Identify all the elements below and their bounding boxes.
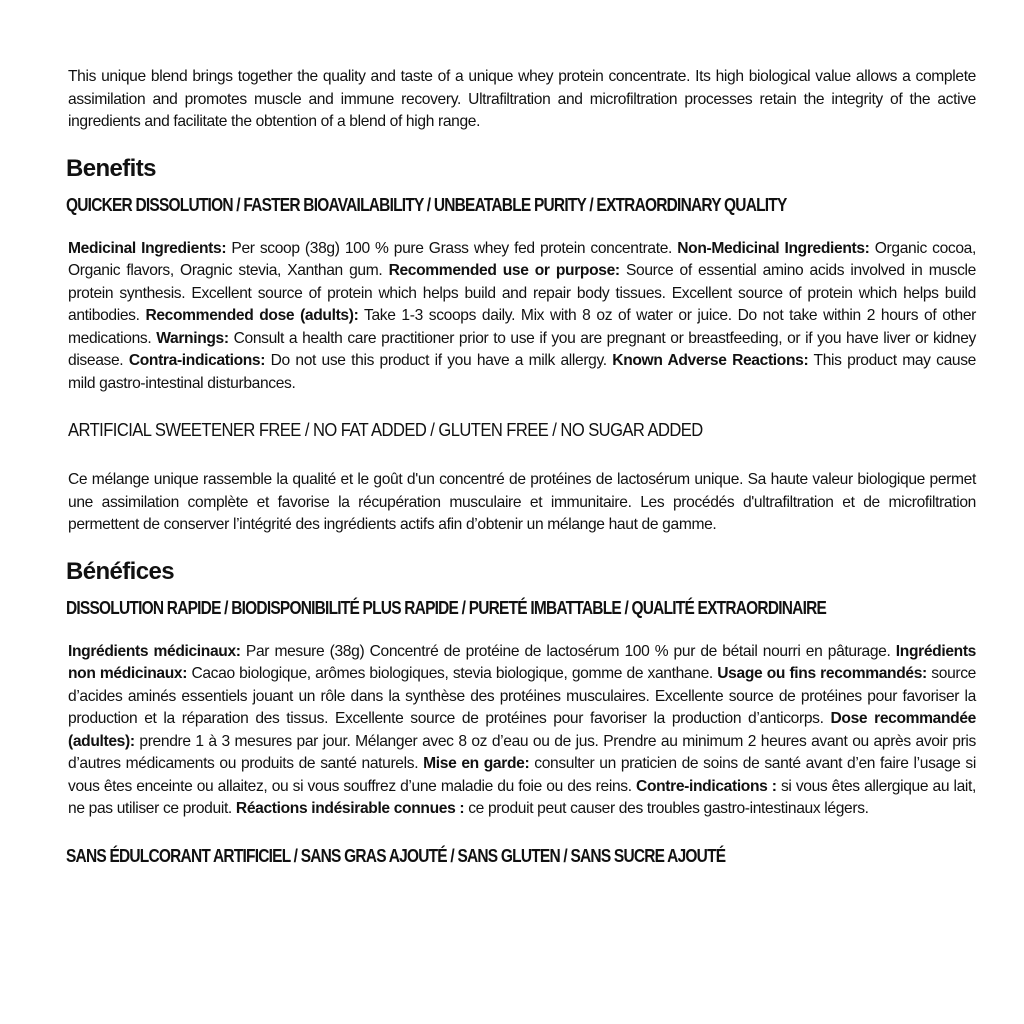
detail-text: Cacao biologique, arômes biologiques, stevia biologique, gomme de xanthane. bbox=[187, 665, 718, 682]
benefits-tagline-en: QUICKER DISSOLUTION / FASTER BIOAVAILABILITY / UNBEATABLE PURITY / EXTRAORDINARY QUALITY bbox=[66, 194, 787, 215]
detail-label: Medicinal Ingredients: bbox=[68, 239, 227, 257]
detail-label: Recommended use or purpose: bbox=[388, 262, 620, 279]
detail-text: prendre 1 à 3 mesures par jour. Mélanger avec 8 oz d’eau ou de jus. Prendre au minimum 2 heures avant ou après avoir pris d’autres médicaments ou produits de santé naturels. bbox=[68, 732, 976, 772]
detail-label: Non-Medicinal Ingredients: bbox=[677, 239, 870, 257]
benefits-heading-fr: Bénéfices bbox=[66, 557, 174, 585]
benefits-heading-en: Benefits bbox=[66, 154, 156, 182]
claims-line-en: ARTIFICIAL SWEETENER FREE / NO FAT ADDED / GLUTEN FREE / NO SUGAR ADDED bbox=[68, 420, 703, 440]
intro-paragraph-en: This unique blend brings together the quality and taste of a unique whey protein concentrate. Its high biological value allows a complete assimilation and promotes muscle and immune recovery. Ultrafiltration and microfiltration processes retain the integrity of the active ingredients and facilitate the obtention of a blend of high range. bbox=[68, 68, 976, 130]
detail-label: Mise en garde: bbox=[423, 755, 530, 772]
detail-text: source d’acides aminés essentiels jouant un rôle dans la synthèse des protéines musculaires. Excellente source de protéines pour favoriser la production et la réparation des tissus. Excellente source de protéines pour favoriser la production d’anticorps. bbox=[68, 665, 977, 727]
claims-line-fr: SANS ÉDULCORANT ARTIFICIEL / SANS GRAS AJOUTÉ / SANS GLUTEN / SANS SUCRE AJOUTÉ bbox=[66, 845, 726, 866]
detail-label: Dose recommandée (adultes): bbox=[68, 710, 976, 750]
detail-text: Do not use this product if you have a milk allergy. bbox=[265, 352, 613, 369]
intro-paragraph-fr: Ce mélange unique rassemble la qualité et le goût d'un concentré de protéines de lactosérum unique. Sa haute valeur biologique permet une assimilation complète et favorise la récupération musculaire et immunitaire. Les procédés d'ultrafiltration et de microfiltration permettent de conserver l’intégrité des ingrédients actifs afin d’obtenir un mélange haut de gamme. bbox=[68, 471, 976, 533]
details-paragraph-en bbox=[68, 238, 976, 396]
product-label bbox=[68, 66, 976, 869]
detail-label: Recommended dose (adults): bbox=[145, 307, 359, 324]
detail-label: Known Adverse Reactions: bbox=[612, 352, 809, 369]
detail-text: si vous êtes allergique au lait, ne pas utiliser ce produit. bbox=[68, 777, 976, 817]
detail-text: This product may cause mild gastro-intestinal disturbances. bbox=[68, 352, 976, 392]
detail-text: Take 1-3 scoops daily. Mix with 8 oz of water or juice. Do not take within 2 hours of other medications. bbox=[68, 307, 976, 347]
detail-label: Réactions indésirable connues : bbox=[235, 800, 465, 817]
detail-text: Par mesure (38g) Concentré de protéine de lactosérum 100 % pur de bétail nourri en pâturage. bbox=[240, 642, 896, 660]
detail-text: Consult a health care practitioner prior to use if you are pregnant or breastfeeding, or if you have liver or kidney disease. bbox=[68, 329, 977, 369]
benefits-tagline-fr: DISSOLUTION RAPIDE / BIODISPONIBILITÉ PLUS RAPIDE / PURETÉ IMBATTABLE / QUALITÉ EXTRAORDINAIRE bbox=[66, 597, 827, 618]
detail-text: Source of essential amino acids involved in muscle protein synthesis. Excellent source of protein which helps build and repair body tissues. Excellent source of protein which helps build antibodies. bbox=[68, 262, 976, 324]
detail-label: Ingrédients non médicinaux: bbox=[68, 642, 976, 682]
detail-label: Ingrédients médicinaux: bbox=[68, 642, 241, 660]
detail-label: Warnings: bbox=[156, 329, 229, 347]
detail-label: Contre-indications : bbox=[636, 777, 777, 795]
detail-text: Organic cocoa, Organic flavors, Oragnic stevia, Xanthan gum. bbox=[68, 239, 976, 279]
detail-text: consulter un praticien de soins de santé avant d’en faire l’usage si vous êtes enceinte ou allaitez, ou si vous souffrez d’une maladie du foie ou des reins. bbox=[68, 755, 976, 795]
detail-text: Per scoop (38g) 100 % pure Grass whey fed protein concentrate. bbox=[226, 239, 678, 257]
detail-text: ce produit peut causer des troubles gastro-intestinaux légers. bbox=[464, 800, 869, 817]
details-paragraph-fr bbox=[68, 641, 976, 821]
detail-label: Contra-indications: bbox=[128, 352, 266, 369]
detail-label: Usage ou fins recommandés: bbox=[717, 665, 927, 682]
